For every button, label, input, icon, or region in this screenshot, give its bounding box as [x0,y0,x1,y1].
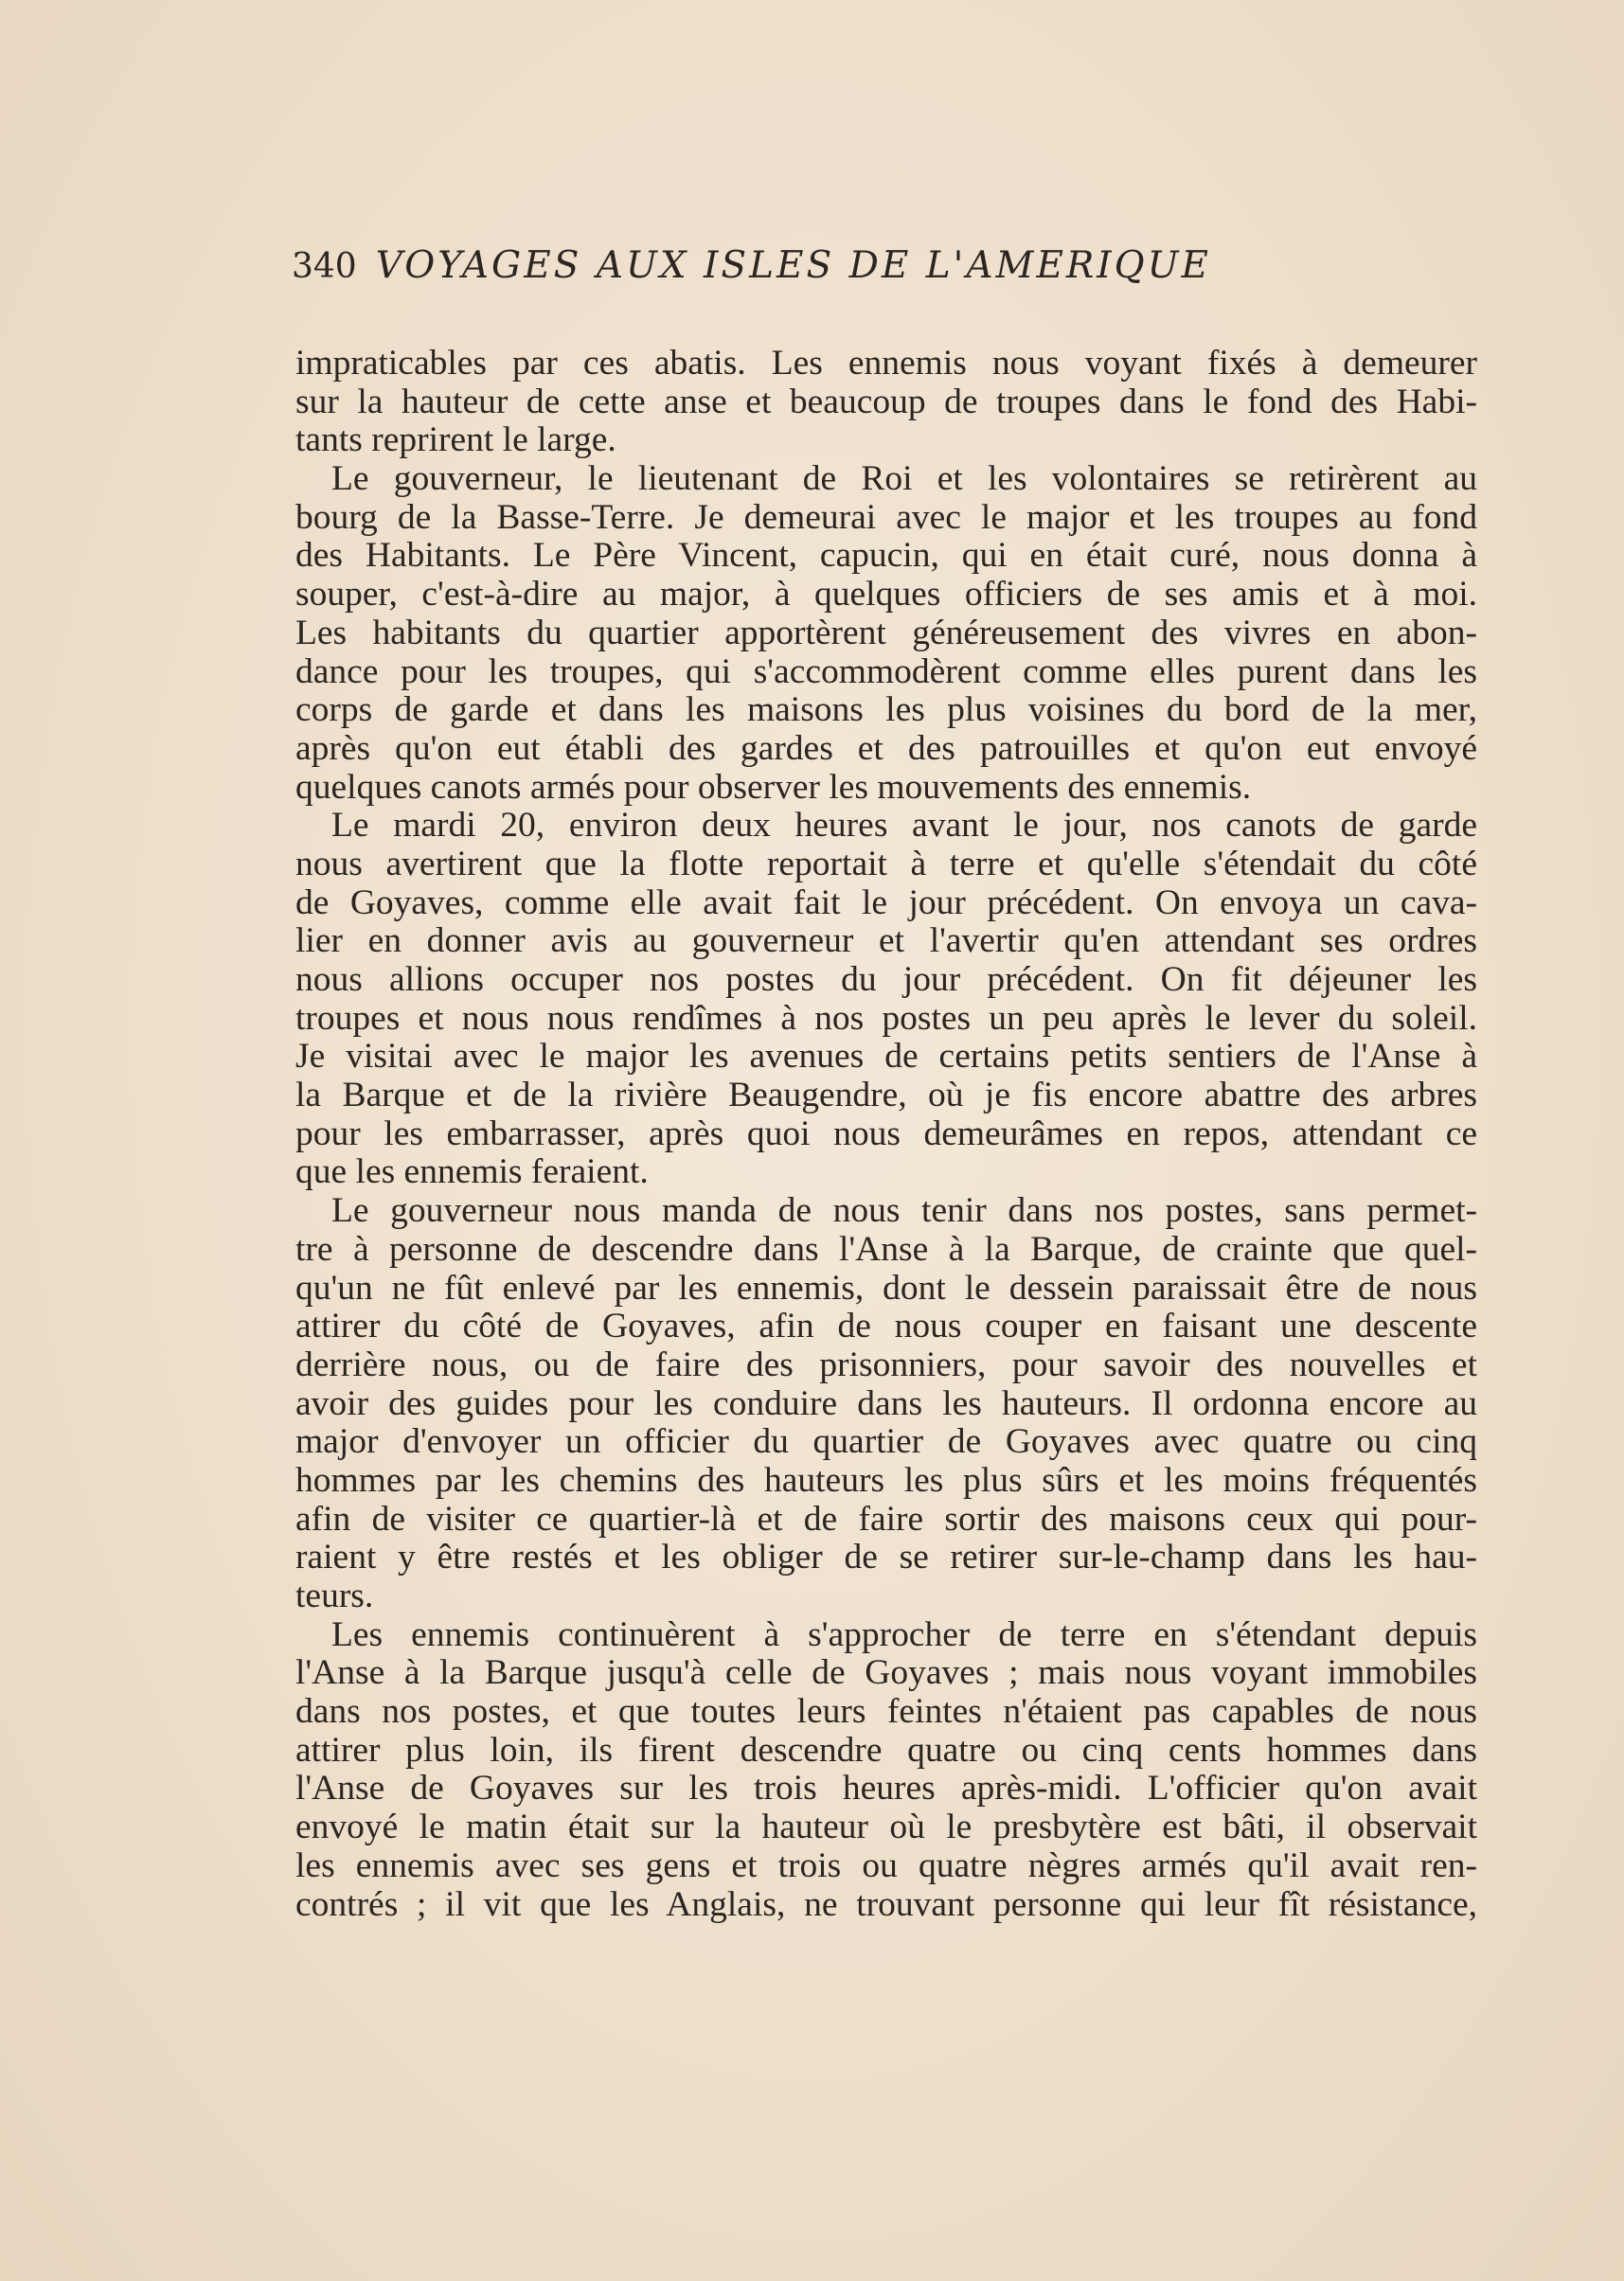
text-line: Le mardi 20, environ deux heures avant le jour, nos canots de garde [331,806,1477,846]
text-line: les ennemis avec ses gens et trois ou quatre nègres armés qu'il avait ren- [295,1845,1477,1885]
text-line: corps de garde et dans les maisons les plus voisines du bord de la mer, [295,690,1477,730]
text-line: avoir des guides pour les conduire dans les hauteurs. Il ordonna encore au [295,1383,1477,1423]
text-line: quelques canots armés pour observer les mouvements des ennemis. [295,767,1252,807]
text-line: souper, c'est-à-dire au major, à quelques officiers de ses amis et à moi. [295,575,1477,615]
text-line: tants reprirent le large. [295,420,616,460]
text-line: impraticables par ces abatis. Les ennemis nous voyant fixés à demeurer [295,344,1477,383]
text-line: après qu'on eut établi des gardes et des patrouilles et qu'on eut envoyé [295,728,1477,768]
text-line: derrière nous, ou de faire des prisonniers, pour savoir des nouvelles et [295,1345,1477,1384]
text-line: l'Anse de Goyaves sur les trois heures après-midi. L'officier qu'on avait [295,1769,1477,1809]
running-head [292,244,1475,311]
text-line: dance pour les troupes, qui s'accommodèrent comme elles purent dans les [295,651,1477,691]
text-line: envoyé le matin était sur la hauteur où le presbytère est bâti, il observait [295,1808,1477,1847]
text-line: Les habitants du quartier apportèrent généreusement des vivres en abon- [295,613,1477,652]
text-line: tre à personne de descendre dans l'Anse à la Barque, de crainte que quel- [295,1229,1477,1269]
body-text [295,345,1477,1924]
text-line: teurs. [295,1577,374,1615]
text-line: major d'envoyer un officier du quartier de Goyaves avec quatre ou cinq [295,1422,1477,1462]
page-number: 340 [292,247,357,286]
text-line: raient y être restés et les obliger de se retirer sur-le-champ dans les hau- [295,1538,1477,1577]
text-line: des Habitants. Le Père Vincent, capucin, qui en était curé, nous donna à [295,536,1477,576]
text-line: Le gouverneur nous manda de nous tenir dans nos postes, sans permet- [331,1191,1477,1231]
text-line: qu'un ne fût enlevé par les ennemis, dont le dessein paraissait être de nous [295,1268,1477,1308]
text-line: de Goyaves, comme elle avait fait le jour précédent. On envoya un cava- [295,882,1477,922]
text-line: lier en donner avis au gouverneur et l'avertir qu'en attendant ses ordres [295,921,1477,961]
text-line: nous allions occuper nos postes du jour précédent. On fit déjeuner les [295,960,1477,999]
text-line: dans nos postes, et que toutes leurs feintes n'étaient pas capables de nous [295,1692,1477,1732]
text-line: la Barque et de la rivière Beaugendre, où je fis encore abattre des arbres [295,1076,1477,1115]
text-line: hommes par les chemins des hauteurs les plus sûrs et les moins fréquentés [295,1460,1477,1500]
text-line: sur la hauteur de cette anse et beaucoup de troupes dans le fond des Habi- [295,382,1477,421]
text-line: contrés ; il vit que les Anglais, ne trouvant personne qui leur fît résistance, [295,1884,1477,1924]
text-line: l'Anse à la Barque jusqu'à celle de Goyaves ; mais nous voyant immobiles [295,1653,1477,1693]
running-title: VOYAGES AUX ISLES DE L'AMERIQUE [375,244,1211,287]
text-line: afin de visiter ce quartier-là et de faire sortir des maisons ceux qui pour- [295,1499,1477,1539]
text-line: attirer du côté de Goyaves, afin de nous couper en faisant une descente [295,1307,1477,1346]
text-line: troupes et nous nous rendîmes à nos postes un peu après le lever du soleil. [295,998,1477,1038]
text-line: nous avertirent que la flotte reportait à terre et qu'elle s'étendait du côté [295,844,1477,883]
text-line: Je visitai avec le major les avenues de certains petits sentiers de l'Anse à [295,1037,1477,1077]
text-line: Le gouverneur, le lieutenant de Roi et les volontaires se retirèrent au [331,459,1477,499]
text-line: que les ennemis feraient. [295,1152,649,1192]
text-line: attirer plus loin, ils firent descendre quatre ou cinq cents hommes dans [295,1730,1477,1770]
text-line: Les ennemis continuèrent à s'approcher de terre en s'étendant depuis [331,1614,1477,1654]
text-line: bourg de la Basse-Terre. Je demeurai avec le major et les troupes au fond [295,497,1477,537]
text-line: pour les embarrasser, après quoi nous demeurâmes en repos, attendant ce [295,1114,1477,1153]
